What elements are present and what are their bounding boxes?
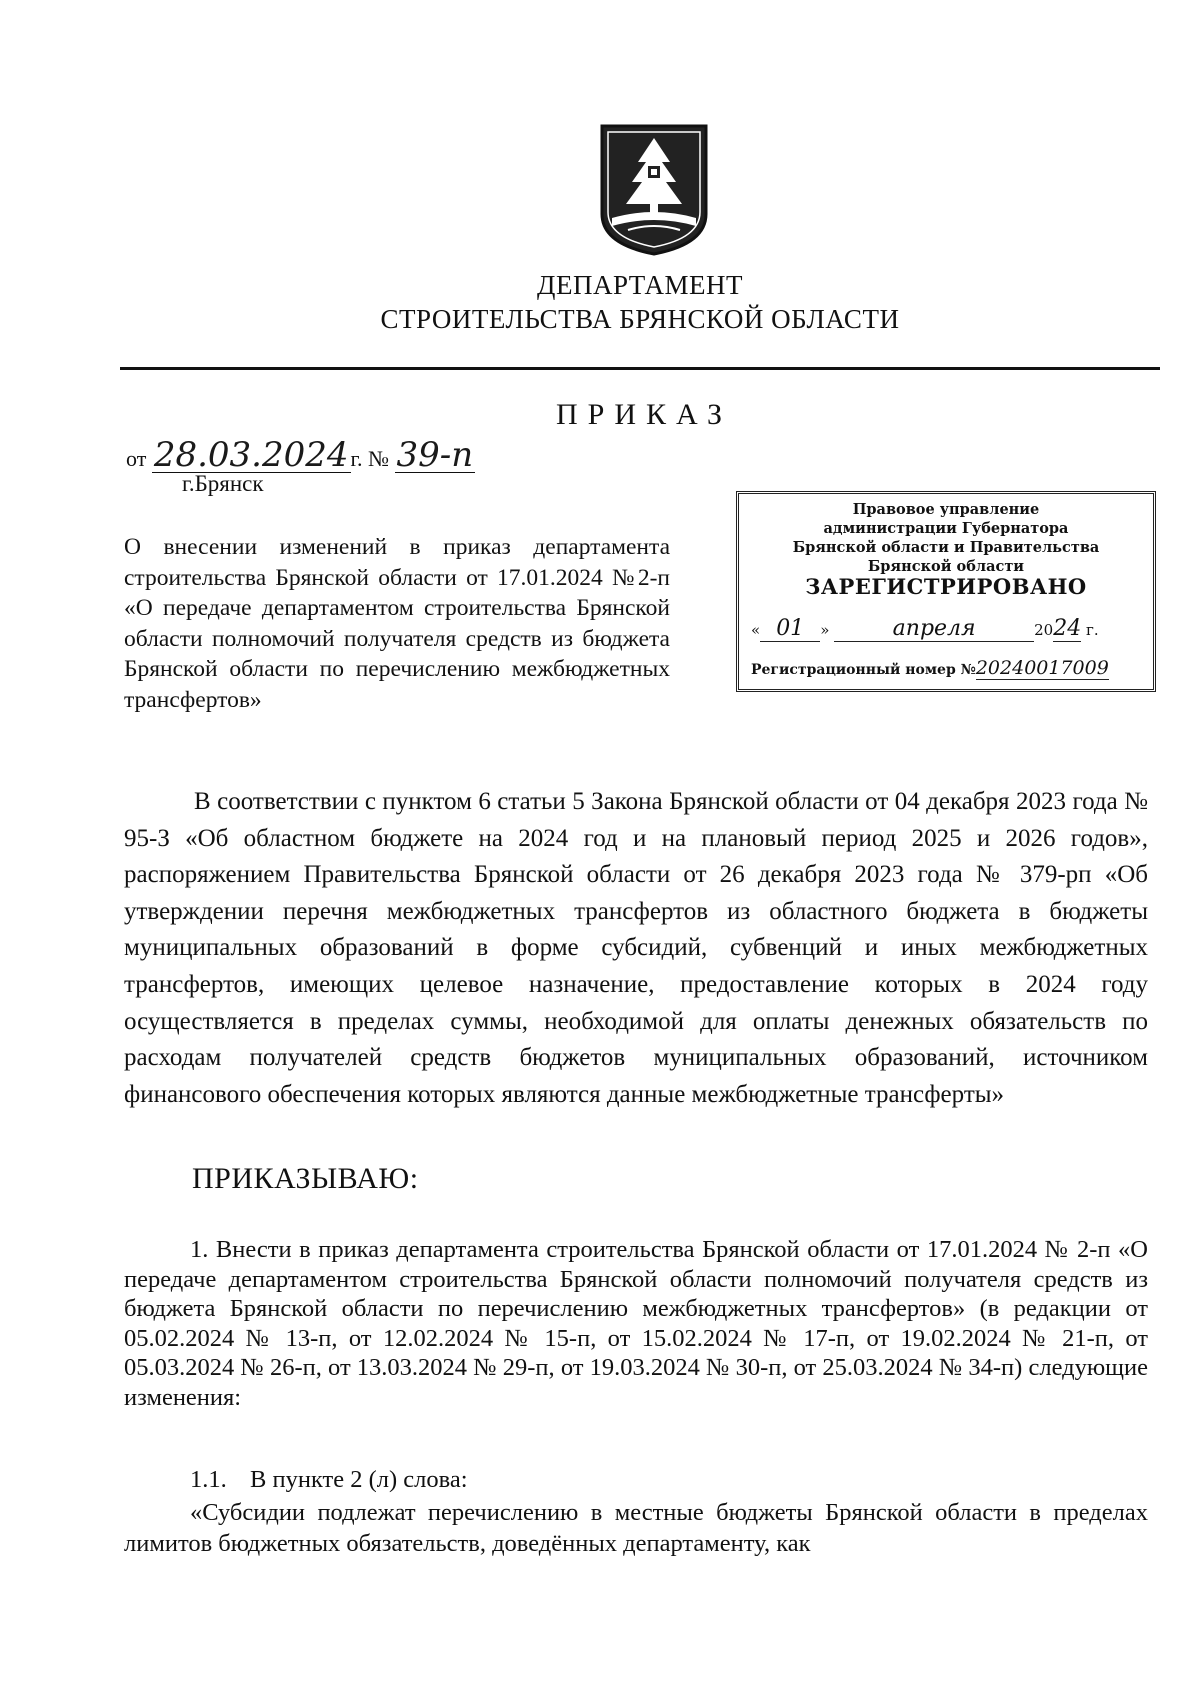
- order-item-1: 1. Внести в приказ департамента строительства Брянской области от 17.01.2024 № 2-п «О передаче департаментом строительства Брянской области полномочий получателя средств из бюджета Брянской области по перечислению межбюджетных трансфертов» (в редакции от 05.02.2024 № 13-п, от 12.02.2024 № 15-п, от 15.02.2024 № 17-п, от 19.02.2024 № 21-п, от 05.03.2024 № 26-п, от 13.03.2024 № 29-п, от 19.03.2024 № 30-п, от 25.03.2024 № 34-п) следующие изменения:: [124, 1236, 1148, 1411]
- coat-of-arms-emblem: [598, 122, 710, 258]
- stamp-year-end: г.: [1086, 621, 1099, 639]
- city-name: г.Брянск: [182, 471, 264, 496]
- order-date-handwritten: 28.03.2024: [153, 435, 349, 475]
- order-subject: О внесении изменений в приказ департамента строительства Брянской области от 17.01.2024 №2-п «О передаче департаментом строительства Брянской области полномочий получателя средств из бюджета Брянской области по перечислению межбюджетных трансфертов»: [124, 534, 670, 713]
- document-type-title: ПРИКАЗ: [556, 398, 732, 431]
- stamp-date: « 01 » апреля 2024 г.: [751, 616, 1099, 641]
- stamp-year-suffix: 24: [1053, 616, 1082, 641]
- item-1-1-number: 1.1.: [190, 1466, 227, 1493]
- department-name-line2: СТРОИТЕЛЬСТВА БРЯНСКОЙ ОБЛАСТИ: [380, 304, 900, 334]
- preamble-paragraph: В соответствии с пунктом 6 статьи 5 Закона Брянской области от 04 декабря 2023 года № 95-З «Об областном бюджете на 2024 год и на плановый период 2025 и 2026 годов», распоряжением Правительства Брянской области от 26 декабря 2023 года № 379-рп «Об утверждении перечня межбюджетных трансфертов из областного бюджета в бюджеты муниципальных образований в форме субсидий, субвенций и иных межбюджетных трансфертов, имеющих целевое назначение, предоставление которых в 2024 году осуществляется в пределах суммы, необходимой для оплаты денежных обязательств по расходам получателей средств бюджетов муниципальных образований, источником финансового обеспечения которых являются данные межбюджетные трансферты»: [124, 788, 1148, 1108]
- stamp-line1: Правовое управление: [852, 501, 1040, 518]
- stamp-line4: Брянской области: [867, 558, 1025, 575]
- order-number-handwritten: 39-п: [396, 435, 474, 475]
- year-number-label: г. №: [350, 446, 390, 471]
- stamp-reg-number: 20240017009: [975, 657, 1109, 679]
- stamp-day: 01: [760, 616, 820, 642]
- stamp-registered: ЗАРЕГИСТРИРОВАНО: [805, 574, 1087, 599]
- order-number-line: [126, 435, 475, 475]
- registration-stamp: [736, 491, 1156, 692]
- order-item-1-1: [190, 1466, 468, 1494]
- stamp-reg-label: Регистрационный номер №: [751, 662, 976, 678]
- stamp-line2: администрации Губернатора: [823, 520, 1069, 537]
- stamp-registration-number: [751, 657, 1151, 680]
- header-divider: [120, 367, 1160, 370]
- stamp-month: апреля: [834, 616, 1034, 642]
- date-prefix: от: [126, 446, 147, 471]
- quoted-text: «Субсидии подлежат перечислению в местные бюджеты Брянской области в пределах лимитов бюджетных обязательств, доведённых департаменту, как: [124, 1499, 1148, 1557]
- item-1-1-text: В пункте 2 (л) слова:: [250, 1466, 468, 1493]
- stamp-year-prefix: 20: [1034, 621, 1054, 639]
- stamp-line3: Брянской области и Правительства: [792, 539, 1100, 556]
- department-name-line1: ДЕПАРТАМЕНТ: [537, 270, 743, 300]
- orders-heading: ПРИКАЗЫВАЮ:: [192, 1162, 419, 1195]
